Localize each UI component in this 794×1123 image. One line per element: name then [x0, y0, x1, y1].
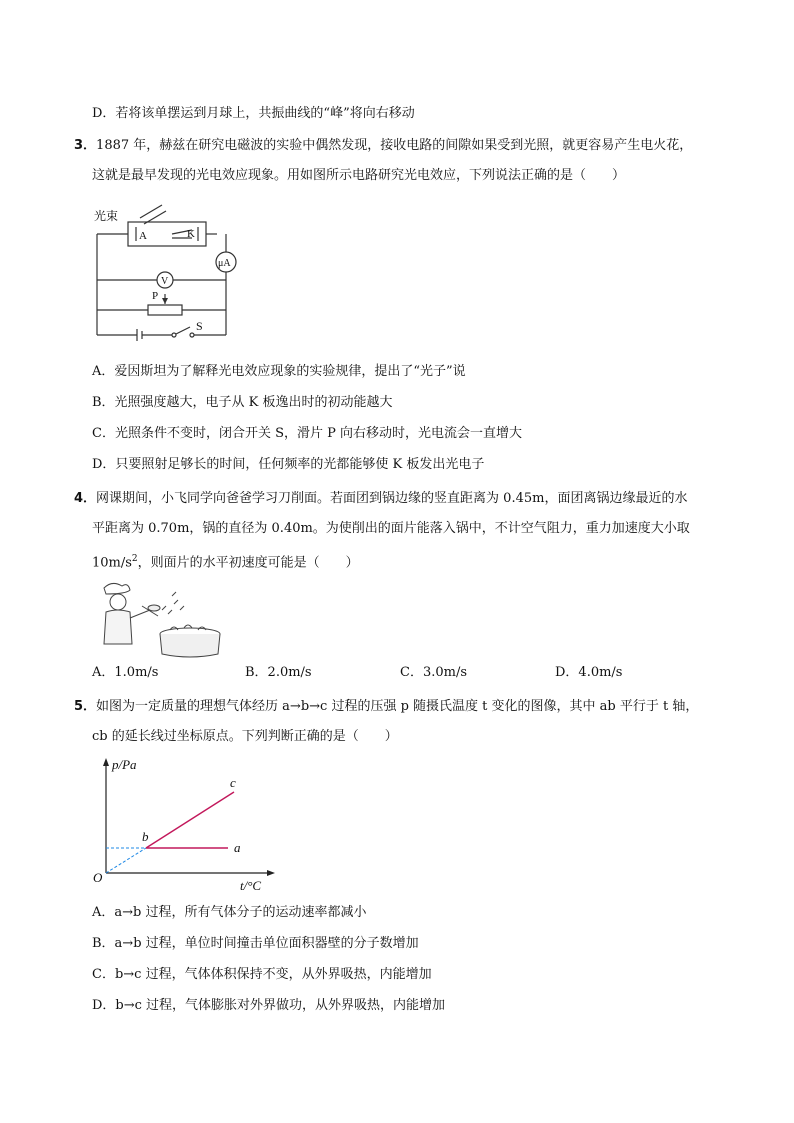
q3-option-c: C．光照条件不变时，闭合开关 S，滑片 P 向右移动时，光电流会一直增大 — [92, 426, 522, 441]
point-b-label: b — [142, 829, 149, 844]
label-anode: A — [139, 230, 147, 242]
q5-option-d: D．b→c 过程，气体膨胀对外界做功，从外界吸热，内能增加 — [92, 998, 446, 1013]
q5-stem-line2: cb 的延长线过坐标原点。下列判断正确的是（ ） — [92, 729, 398, 744]
q5-stem-line1 — [74, 697, 698, 717]
label-switch: S — [196, 319, 203, 333]
q4-stem-sup: 2 — [131, 554, 138, 564]
q4-option-d: D．4.0m/s — [555, 665, 623, 680]
label-beam: 光束 — [94, 209, 119, 223]
label-microammeter: μA — [218, 258, 231, 269]
q3-stem-line2: 这就是最早发现的光电效应现象。用如图所示电路研究光电效应，下列说法正确的是（ ） — [92, 168, 626, 183]
q3-stem-text1: 1887 年，赫兹在研究电磁波的实验中偶然发现，接收电路的间隙如果受到光照，就更容易产生电火花， — [96, 138, 693, 153]
q4-option-c: C．3.0m/s — [400, 665, 467, 680]
q4-stem-line1 — [74, 489, 687, 509]
q4-chef-pot-illustration — [92, 580, 232, 660]
q4-stem-text3b: ，则面片的水平初速度可能是（ ） — [137, 555, 359, 571]
q4-option-b: B．2.0m/s — [245, 665, 312, 680]
label-voltmeter: V — [161, 276, 169, 287]
origin-label: O — [93, 870, 103, 885]
q4-option-a: A．1.0m/s — [92, 665, 159, 680]
label-slider: P — [152, 290, 159, 302]
q3-number: 3． — [74, 138, 97, 153]
y-axis-label: p/Pa — [112, 757, 137, 772]
segment-bc — [146, 792, 234, 848]
q5-pt-graph — [88, 755, 278, 895]
point-c-label: c — [230, 775, 236, 790]
q5-stem-text1: 如图为一定质量的理想气体经历 a→b→c 过程的压强 p 随摄氏温度 t 变化的图像，其中 ab 平行于 t 轴， — [96, 699, 699, 714]
q3-option-b: B．光照强度越大，电子从 K 板逸出时的初动能越大 — [92, 395, 393, 410]
q5-option-c: C．b→c 过程，气体体积保持不变，从外界吸热，内能增加 — [92, 967, 432, 982]
q5-option-a: A．a→b 过程，所有气体分子的运动速率都减小 — [92, 905, 367, 920]
label-cathode: K — [187, 228, 195, 240]
q5-option-b: B．a→b 过程，单位时间撞击单位面积器壁的分子数增加 — [92, 936, 419, 951]
q3-option-a: A．爱因斯坦为了解释光电效应现象的实验规律，提出了“光子”说 — [92, 364, 466, 379]
q4-stem-text1: 网课期间，小飞同学向爸爸学习刀削面。若面团到锅边缘的竖直距离为 0.45m，面团离锅边缘最近的水 — [96, 491, 688, 506]
q3-circuit-figure — [92, 200, 242, 345]
q3-stem-line1 — [74, 136, 692, 156]
q2-option-d: D．若将该单摆运到月球上，共振曲线的“峰”将向右移动 — [92, 106, 415, 121]
q5-number: 5． — [74, 699, 97, 714]
q4-number: 4． — [74, 491, 97, 506]
q4-stem-line2: 平距离为 0.70m，锅的直径为 0.40m。为使削出的面片能落入锅中，不计空气阻力，重力加速度大小取 — [92, 521, 690, 536]
point-a-label: a — [234, 840, 241, 855]
q3-option-d: D．只要照射足够长的时间，任何频率的光都能够使 K 板发出光电子 — [92, 457, 485, 472]
dashed-extension-cb — [106, 848, 146, 873]
q4-stem-line3 — [92, 549, 359, 573]
x-axis-label: t/°C — [240, 878, 262, 893]
q4-stem-text3a: 10m/s — [92, 555, 132, 571]
